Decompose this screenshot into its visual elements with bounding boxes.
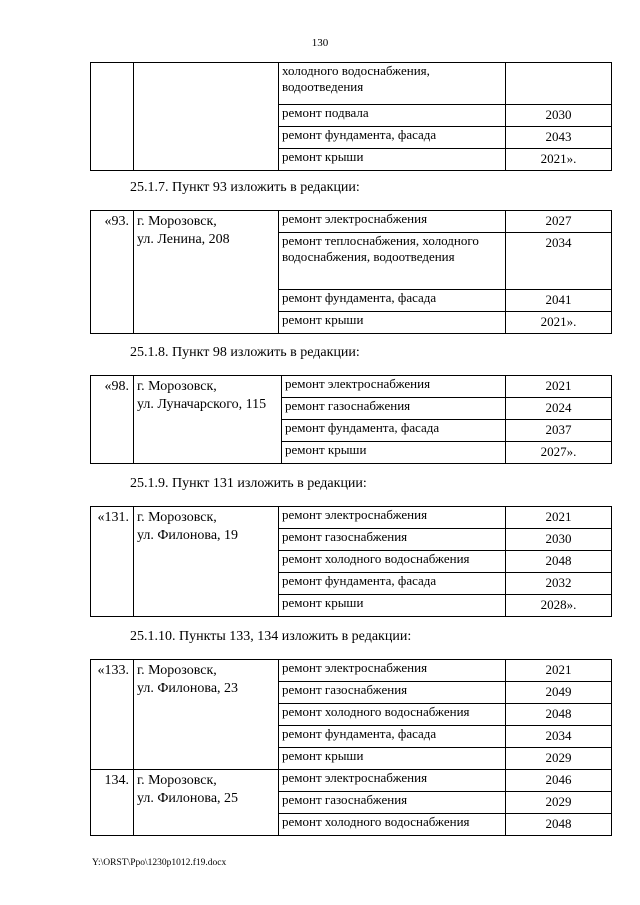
item-number: «98. bbox=[91, 376, 134, 464]
work-cell: ремонт крыши bbox=[279, 312, 506, 334]
year-cell: 2024 bbox=[506, 398, 612, 420]
year-cell: 2034 bbox=[506, 233, 612, 290]
work-cell: ремонт крыши bbox=[279, 149, 506, 171]
address-cell bbox=[134, 211, 279, 334]
item-number bbox=[91, 63, 134, 171]
paragraph-25-1-10: 25.1.10. Пункты 133, 134 изложить в редакции: bbox=[130, 629, 412, 644]
item-number: 134. bbox=[91, 770, 134, 836]
work-cell: ремонт газоснабжения bbox=[279, 682, 506, 704]
work-cell: ремонт холодного водоснабжения bbox=[279, 814, 506, 836]
page-number: 130 bbox=[311, 37, 329, 49]
year-cell: 2021». bbox=[506, 149, 612, 171]
work-cell: холодного водоснабжения, водоотведения bbox=[279, 63, 506, 105]
work-cell: ремонт подвала bbox=[279, 105, 506, 127]
table-row bbox=[91, 507, 612, 529]
work-cell: ремонт крыши bbox=[282, 442, 506, 464]
year-cell: 2030 bbox=[506, 529, 612, 551]
address-street: ул. Филонова, 23 bbox=[137, 681, 239, 697]
address-street: ул. Луначарского, 115 bbox=[137, 397, 267, 413]
address-city: г. Морозовск, bbox=[137, 773, 217, 788]
address-cell bbox=[134, 660, 279, 770]
year-cell: 2021 bbox=[506, 376, 612, 398]
table-row bbox=[91, 63, 612, 105]
address-city: г. Морозовск, bbox=[137, 510, 217, 525]
table-row bbox=[91, 770, 612, 792]
work-cell: ремонт крыши bbox=[279, 748, 506, 770]
year-cell: 2021 bbox=[506, 660, 612, 682]
work-cell: ремонт фундамента, фасада bbox=[279, 726, 506, 748]
year-cell: 2043 bbox=[506, 127, 612, 149]
work-cell: ремонт теплоснабжения, холодного водоснабжения, водоотведения bbox=[279, 233, 506, 290]
year-cell: 2034 bbox=[506, 726, 612, 748]
address-street: ул. Филонова, 19 bbox=[137, 528, 239, 544]
work-cell: ремонт газоснабжения bbox=[279, 792, 506, 814]
work-cell: ремонт электроснабжения bbox=[279, 507, 506, 529]
address-cell bbox=[134, 770, 279, 836]
year-cell bbox=[506, 63, 612, 105]
address-city: г. Морозовск, bbox=[137, 663, 217, 678]
address-cell bbox=[134, 507, 279, 617]
year-cell: 2048 bbox=[506, 814, 612, 836]
year-cell: 2029 bbox=[506, 748, 612, 770]
table-item-93 bbox=[90, 210, 612, 334]
year-cell: 2029 bbox=[506, 792, 612, 814]
work-cell: ремонт фундамента, фасада bbox=[282, 420, 506, 442]
work-cell: ремонт газоснабжения bbox=[282, 398, 506, 420]
work-cell: ремонт холодного водоснабжения bbox=[279, 551, 506, 573]
year-cell: 2046 bbox=[506, 770, 612, 792]
year-cell: 2032 bbox=[506, 573, 612, 595]
paragraph-25-1-7: 25.1.7. Пункт 93 изложить в редакции: bbox=[130, 180, 360, 195]
item-number: «131. bbox=[91, 507, 134, 617]
year-cell: 2021». bbox=[506, 312, 612, 334]
paragraph-25-1-9: 25.1.9. Пункт 131 изложить в редакции: bbox=[130, 476, 367, 491]
table-item-131 bbox=[90, 506, 612, 617]
year-cell: 2048 bbox=[506, 551, 612, 573]
table-continuation bbox=[90, 62, 612, 171]
year-cell: 2048 bbox=[506, 704, 612, 726]
year-cell: 2041 bbox=[506, 290, 612, 312]
paragraph-25-1-8: 25.1.8. Пункт 98 изложить в редакции: bbox=[130, 345, 360, 360]
address-cell bbox=[134, 376, 282, 464]
year-cell: 2027 bbox=[506, 211, 612, 233]
table-row bbox=[91, 376, 612, 398]
work-cell: ремонт электроснабжения bbox=[279, 211, 506, 233]
item-number: «133. bbox=[91, 660, 134, 770]
work-cell: ремонт электроснабжения bbox=[279, 660, 506, 682]
year-cell: 2027». bbox=[506, 442, 612, 464]
item-number: «93. bbox=[91, 211, 134, 334]
address-street: ул. Ленина, 208 bbox=[137, 232, 230, 248]
table-row bbox=[91, 660, 612, 682]
year-cell: 2049 bbox=[506, 682, 612, 704]
address-cell bbox=[134, 63, 279, 171]
file-path-footer: Y:\ORST\Ppo\1230p1012.f19.docx bbox=[92, 858, 227, 868]
work-cell: ремонт электроснабжения bbox=[279, 770, 506, 792]
year-cell: 2028». bbox=[506, 595, 612, 617]
year-cell: 2030 bbox=[506, 105, 612, 127]
work-cell: ремонт электроснабжения bbox=[282, 376, 506, 398]
work-cell: ремонт холодного водоснабжения bbox=[279, 704, 506, 726]
year-cell: 2037 bbox=[506, 420, 612, 442]
work-cell: ремонт крыши bbox=[279, 595, 506, 617]
year-cell: 2021 bbox=[506, 507, 612, 529]
address-city: г. Морозовск, bbox=[137, 214, 217, 229]
work-cell: ремонт фундамента, фасада bbox=[279, 127, 506, 149]
address-city: г. Морозовск, bbox=[137, 379, 217, 394]
table-item-98 bbox=[90, 375, 612, 464]
table-row bbox=[91, 211, 612, 233]
work-cell: ремонт фундамента, фасада bbox=[279, 290, 506, 312]
address-street: ул. Филонова, 25 bbox=[137, 791, 239, 807]
work-cell: ремонт газоснабжения bbox=[279, 529, 506, 551]
work-cell: ремонт фундамента, фасада bbox=[279, 573, 506, 595]
table-items-133-134 bbox=[90, 659, 612, 836]
